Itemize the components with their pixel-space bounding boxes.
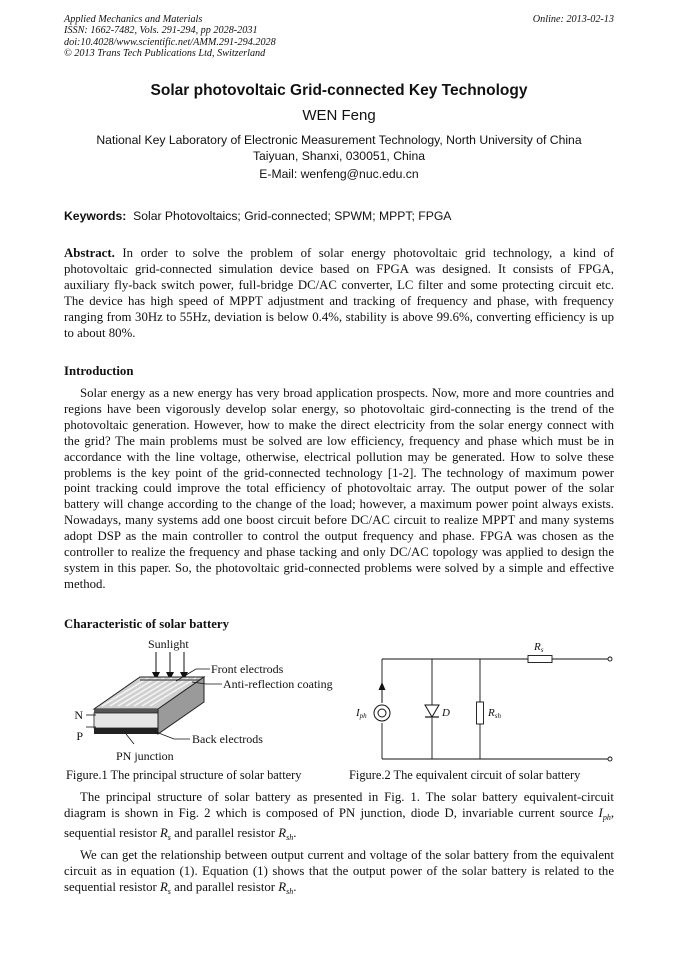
paper-title: Solar photovoltaic Grid-connected Key Technology	[150, 82, 528, 99]
symbol-rs: $R_s$	[159, 879, 171, 896]
series-resistor	[528, 656, 552, 663]
affiliation-line-2: Taiyuan, Shanxi, 030051, China	[252, 148, 426, 163]
characteristic-paragraph-2: We can get the relationship between output current and voltage of the solar battery from the equivalent circuit as in equation (1). Equation (1) shows that the output power of the solar battery is related to the sequential resistor $R_s$ and parallel resistor $R_{sh}$.	[64, 848, 614, 896]
journal-name: Applied Mechanics and Materials	[64, 14, 203, 25]
figure-2-caption: Figure.2 The equivalent circuit of solar battery	[349, 768, 581, 782]
symbol-rsh: $R_{sh}$	[278, 825, 294, 842]
label-anti-reflection: Anti-reflection coating	[223, 677, 333, 691]
label-p: P	[76, 729, 83, 743]
figure-1-caption: Figure.1 The principal structure of solar battery	[66, 768, 302, 782]
journal-header	[64, 14, 276, 59]
label-sunlight: Sunlight	[148, 637, 189, 651]
current-source	[374, 705, 390, 721]
label-back-electrods: Back electrods	[192, 732, 263, 746]
keywords-label: Keywords:	[64, 209, 127, 223]
affiliation	[60, 133, 618, 164]
abstract	[64, 246, 614, 341]
shunt-resistor	[477, 702, 484, 724]
label-series-resistor: Rs	[534, 641, 544, 654]
copyright-line: © 2013 Trans Tech Publications Ltd, Switzerland	[64, 47, 266, 59]
label-n: N	[74, 708, 83, 722]
characteristic-paragraph-1: The principal structure of solar battery as presented in Fig. 1. The solar battery equivalent-circuit diagram is shown in Fig. 2 which is composed of PN junction, diode D, invariable current source $I_{ph}$, sequential resistor $R_s$ and parallel resistor $R_{sh}$.	[64, 790, 615, 842]
terminal-negative	[608, 757, 612, 761]
abstract-text: In order to solve the problem of solar energy photovoltaic grid technology, a kind of photovoltaic grid-connected simulation device based on FPGA was designed. It consists of FPGA, auxiliary fly-back switch power, full-bridge DC/AC converter, LC filter and some protecting circuit etc. The device has high speed of MPPT adjustment and tracking of frequency and phase, with frequency ranging from 30Hz to 55Hz, deviation is below 0.4%, stability is above 99.6%, converting efficiency is up to about 80%.	[64, 246, 614, 340]
diode-symbol	[425, 705, 439, 717]
online-date: Online: 2013-02-13	[532, 14, 614, 25]
circuit-wires	[382, 659, 610, 759]
figure-2-equivalent-circuit	[348, 636, 618, 768]
back-electrode	[94, 728, 158, 734]
n-layer	[94, 709, 158, 713]
characteristic-heading: Characteristic of solar battery	[64, 617, 230, 631]
current-arrow-up-icon	[379, 682, 386, 690]
label-front-electrods: Front electrods	[211, 662, 284, 676]
label-diode: D	[442, 707, 450, 719]
p-layer	[94, 713, 158, 728]
label-current-source: Iph	[356, 707, 367, 720]
label-pn-junction: PN junction	[116, 749, 174, 763]
keywords	[64, 209, 451, 223]
doi-line: doi:10.4028/www.scientific.net/AMM.291-294.2028	[64, 36, 276, 48]
symbol-iph: $I_{ph}$	[598, 805, 611, 822]
issn-line: ISSN: 1662-7482, Vols. 291-294, pp 2028-2031	[64, 25, 258, 37]
figure-1-solar-battery-structure	[64, 636, 334, 768]
symbol-rs: $R_s$	[159, 825, 171, 842]
abstract-label: Abstract.	[64, 246, 115, 260]
introduction-heading: Introduction	[64, 364, 134, 378]
symbol-rsh: $R_{sh}$	[278, 879, 294, 896]
author-name: WEN Feng	[302, 107, 376, 124]
affiliation-line-1: National Key Laboratory of Electronic Measurement Technology, North University of China	[96, 133, 582, 147]
introduction-text: Solar energy as a new energy has very broad application prospects. Now, more and more countries and regions have been vigorously develop solar energy, so photovoltaic gird-connecting is the trend of the photovoltaic generation. However, how to make the direct electricity from the solar energy connect with the grid? The main problems must be solved are low efficiency, frequency and phase which must be in accordance with the line voltage, otherwise, electrical pollution may be generated. How to solve these problems is the key point of the grid-connected technology [1-2]. The technology of maximum power point tracking could improve the total efficiency of photovoltaic array. The output power of the solar battery will change according to the change of the load; however, a maximum power point always exists. Nowadays, many systems add one boost circuit before DC/AC circuit to realize MPPT and many systems adopt DSP as the main controller to control the output frequency and phase. FPGA was chosen as the controller to realize the frequency and phase tacking and only DC/AC topology was applied to design the system in this paper. So, the photovoltaic grid-connected problems were solved by a simple and effective method.	[64, 386, 614, 591]
label-shunt-resistor: Rsh	[488, 707, 501, 720]
keywords-text: Solar Photovoltaics; Grid-connected; SPWM; MPPT; FPGA	[133, 209, 452, 223]
terminal-positive	[608, 657, 612, 661]
email-address: E-Mail: wenfeng@nuc.edu.cn	[259, 167, 419, 181]
